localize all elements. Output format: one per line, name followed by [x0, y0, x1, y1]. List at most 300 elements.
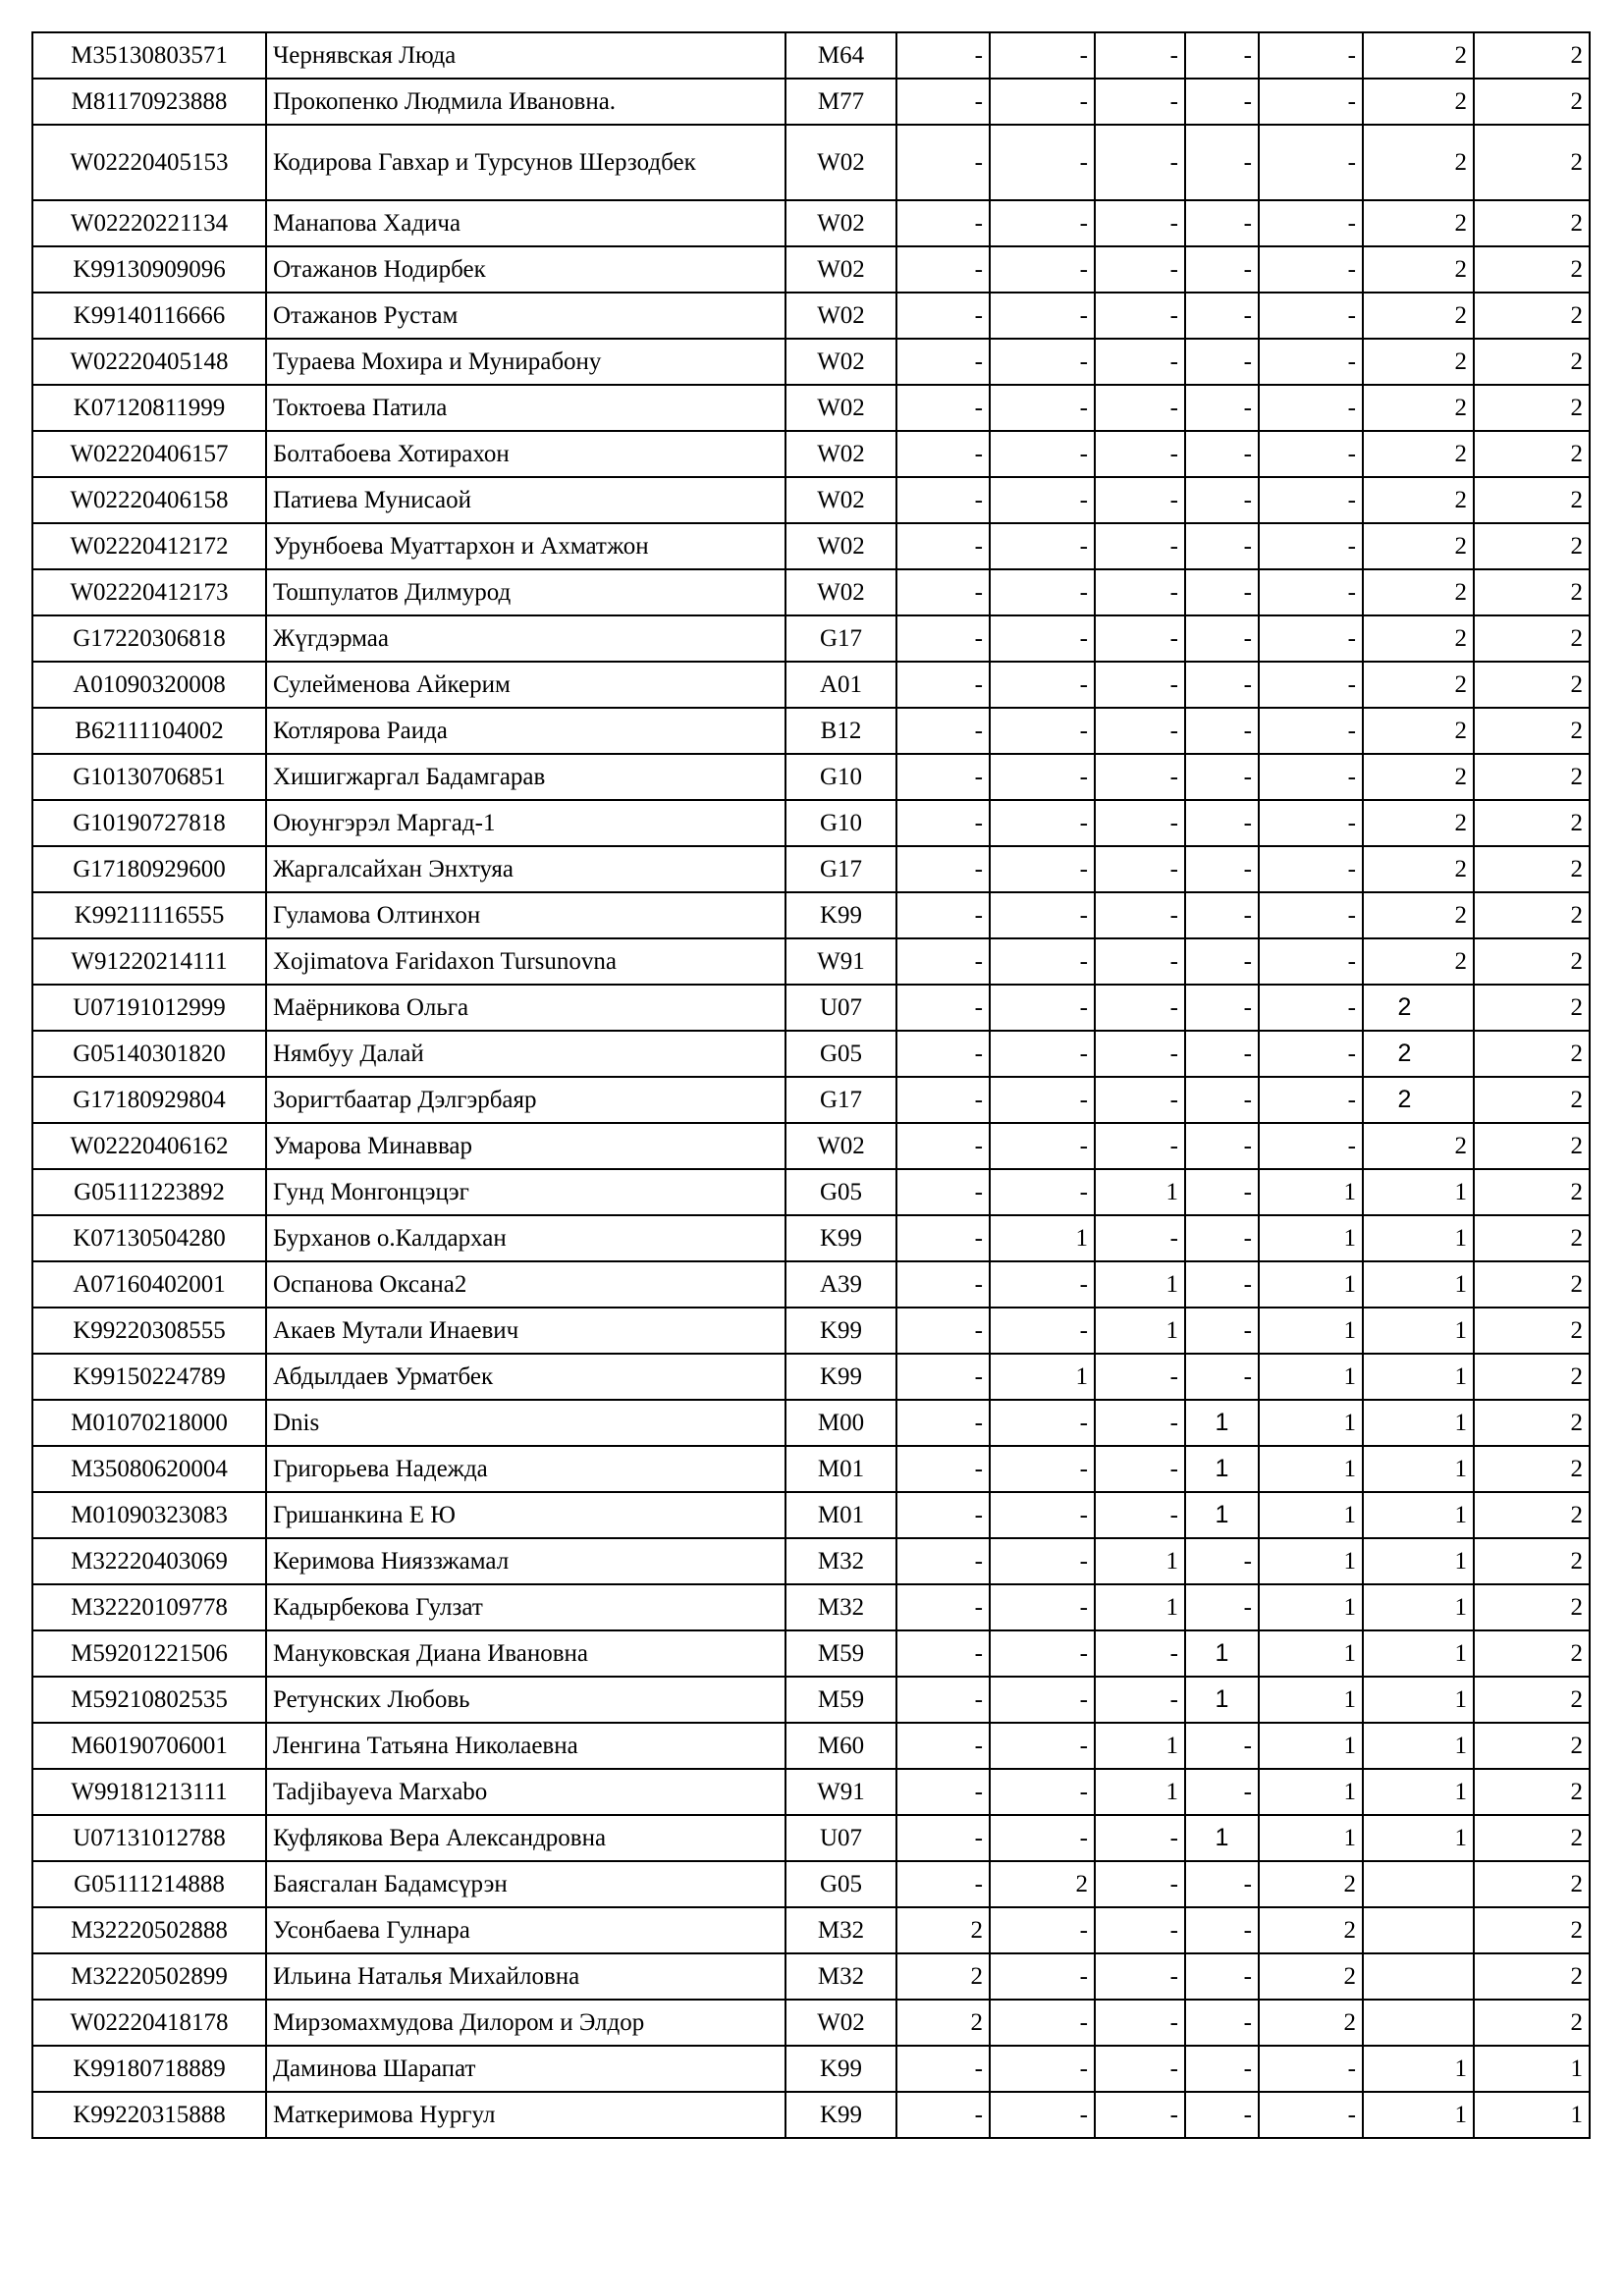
- value-cell-5: 1: [1259, 1308, 1363, 1354]
- value-cell-7: 2: [1474, 1907, 1590, 1953]
- value-cell-4: -: [1185, 1953, 1259, 2000]
- name-cell: Ильина Наталья Михайловна: [266, 1953, 785, 2000]
- value-cell-5: 1: [1259, 1630, 1363, 1677]
- value-cell-5: 1: [1259, 1677, 1363, 1723]
- value-cell-6: 2: [1363, 477, 1474, 523]
- value-cell-4: -: [1185, 1215, 1259, 1261]
- name-cell: Отажанов Рустам: [266, 293, 785, 339]
- name-cell: Гунд Монгонцэцэг: [266, 1169, 785, 1215]
- value-cell-3: -: [1095, 938, 1185, 985]
- value-cell-1: -: [896, 125, 990, 200]
- code-cell: G17: [785, 1077, 896, 1123]
- value-cell-5: 1: [1259, 1769, 1363, 1815]
- value-cell-1: -: [896, 32, 990, 79]
- value-cell-3: -: [1095, 985, 1185, 1031]
- code-cell: K99: [785, 2046, 896, 2092]
- value-cell-3: -: [1095, 662, 1185, 708]
- value-cell-5: -: [1259, 2046, 1363, 2092]
- value-cell-6: [1363, 1077, 1474, 1123]
- id-cell: M59210802535: [32, 1677, 266, 1723]
- id-cell: W99181213111: [32, 1769, 266, 1815]
- table-row: [32, 1169, 1590, 1215]
- value-cell-7: 2: [1474, 385, 1590, 431]
- value-cell-4: -: [1185, 477, 1259, 523]
- value-cell-6: 2: [1363, 846, 1474, 892]
- id-cell: G17220306818: [32, 615, 266, 662]
- value-cell-1: -: [896, 477, 990, 523]
- value-cell-5: 1: [1259, 1584, 1363, 1630]
- name-cell: Dnis: [266, 1400, 785, 1446]
- value-cell-7: 2: [1474, 1538, 1590, 1584]
- name-cell: Хишигжаргал Бадамгарав: [266, 754, 785, 800]
- value-cell-6: [1363, 1907, 1474, 1953]
- id-cell: K99180718889: [32, 2046, 266, 2092]
- value-cell-4-text: 1: [1215, 1639, 1229, 1667]
- value-cell-4: -: [1185, 985, 1259, 1031]
- value-cell-3: 1: [1095, 1584, 1185, 1630]
- value-cell-3: -: [1095, 2046, 1185, 2092]
- value-cell-6: 1: [1363, 1630, 1474, 1677]
- name-cell: Жүгдэрмаа: [266, 615, 785, 662]
- value-cell-1: -: [896, 846, 990, 892]
- value-cell-7: 2: [1474, 431, 1590, 477]
- value-cell-2: -: [990, 1630, 1095, 1677]
- value-cell-5: -: [1259, 1031, 1363, 1077]
- value-cell-4: -: [1185, 2092, 1259, 2138]
- value-cell-7: 2: [1474, 846, 1590, 892]
- value-cell-2: -: [990, 477, 1095, 523]
- value-cell-6-text: 2: [1397, 1040, 1412, 1067]
- value-cell-6: 2: [1363, 32, 1474, 79]
- id-cell: A01090320008: [32, 662, 266, 708]
- value-cell-5: 2: [1259, 2000, 1363, 2046]
- name-cell: Куфлякова Вера Александровна: [266, 1815, 785, 1861]
- value-cell-4: -: [1185, 615, 1259, 662]
- value-cell-7: 2: [1474, 1308, 1590, 1354]
- value-cell-7: 2: [1474, 1677, 1590, 1723]
- value-cell-2: -: [990, 32, 1095, 79]
- name-cell: Умарова Минаввар: [266, 1123, 785, 1169]
- value-cell-7: 2: [1474, 523, 1590, 569]
- value-cell-3: -: [1095, 339, 1185, 385]
- value-cell-3: -: [1095, 800, 1185, 846]
- value-cell-7: 2: [1474, 79, 1590, 125]
- value-cell-6: 2: [1363, 754, 1474, 800]
- table-row: [32, 79, 1590, 125]
- table-row: [32, 523, 1590, 569]
- code-cell: B12: [785, 708, 896, 754]
- id-cell: W02220406158: [32, 477, 266, 523]
- value-cell-2: -: [990, 1261, 1095, 1308]
- id-cell: K99130909096: [32, 246, 266, 293]
- value-cell-6: 1: [1363, 1169, 1474, 1215]
- value-cell-5: -: [1259, 662, 1363, 708]
- value-cell-4: -: [1185, 1538, 1259, 1584]
- id-cell: M32220502888: [32, 1907, 266, 1953]
- name-cell: Прокопенко Людмила Ивановна.: [266, 79, 785, 125]
- id-cell: M32220403069: [32, 1538, 266, 1584]
- value-cell-6: 2: [1363, 1123, 1474, 1169]
- value-cell-1: -: [896, 79, 990, 125]
- value-cell-4: -: [1185, 2046, 1259, 2092]
- value-cell-3: -: [1095, 615, 1185, 662]
- value-cell-1: -: [896, 1400, 990, 1446]
- value-cell-2: -: [990, 708, 1095, 754]
- data-table: [31, 31, 1591, 2139]
- value-cell-7: 2: [1474, 200, 1590, 246]
- code-cell: M00: [785, 1400, 896, 1446]
- value-cell-4: -: [1185, 569, 1259, 615]
- value-cell-7: 2: [1474, 125, 1590, 200]
- value-cell-5: -: [1259, 892, 1363, 938]
- table-row: [32, 985, 1590, 1031]
- value-cell-4: -: [1185, 523, 1259, 569]
- value-cell-6: 2: [1363, 615, 1474, 662]
- value-cell-2: -: [990, 615, 1095, 662]
- value-cell-6: 2: [1363, 339, 1474, 385]
- value-cell-1: -: [896, 1861, 990, 1907]
- name-cell: Маёрникова Ольга: [266, 985, 785, 1031]
- name-cell: Ретунских Любовь: [266, 1677, 785, 1723]
- id-cell: K99220315888: [32, 2092, 266, 2138]
- value-cell-3: -: [1095, 477, 1185, 523]
- value-cell-3: -: [1095, 754, 1185, 800]
- table-row: [32, 1077, 1590, 1123]
- value-cell-4: -: [1185, 293, 1259, 339]
- value-cell-3: -: [1095, 293, 1185, 339]
- value-cell-5: -: [1259, 938, 1363, 985]
- value-cell-2: 2: [990, 1861, 1095, 1907]
- id-cell: W02220221134: [32, 200, 266, 246]
- value-cell-7: 2: [1474, 293, 1590, 339]
- code-cell: U07: [785, 985, 896, 1031]
- name-cell: Токтоева Патила: [266, 385, 785, 431]
- table-row: [32, 1215, 1590, 1261]
- code-cell: M01: [785, 1446, 896, 1492]
- code-cell: M32: [785, 1538, 896, 1584]
- value-cell-2: -: [990, 1169, 1095, 1215]
- name-cell: Зоригтбаатар Дэлгэрбаяр: [266, 1077, 785, 1123]
- name-cell: Маткеримова Нургул: [266, 2092, 785, 2138]
- table-row: [32, 800, 1590, 846]
- id-cell: W02220406162: [32, 1123, 266, 1169]
- value-cell-2: -: [990, 1769, 1095, 1815]
- id-cell: K99211116555: [32, 892, 266, 938]
- value-cell-6: 2: [1363, 569, 1474, 615]
- value-cell-5: -: [1259, 708, 1363, 754]
- id-cell: K07130504280: [32, 1215, 266, 1261]
- value-cell-3: -: [1095, 1492, 1185, 1538]
- value-cell-2: -: [990, 1907, 1095, 1953]
- value-cell-4: [1185, 1492, 1259, 1538]
- value-cell-7: 2: [1474, 938, 1590, 985]
- value-cell-1: -: [896, 662, 990, 708]
- value-cell-3: -: [1095, 2000, 1185, 2046]
- code-cell: G10: [785, 800, 896, 846]
- value-cell-4-text: 1: [1215, 1455, 1229, 1482]
- value-cell-1: -: [896, 708, 990, 754]
- name-cell: Баясгалан Бадамсүрэн: [266, 1861, 785, 1907]
- value-cell-4: [1185, 1815, 1259, 1861]
- value-cell-1: -: [896, 1169, 990, 1215]
- table-row: [32, 246, 1590, 293]
- value-cell-4: -: [1185, 1769, 1259, 1815]
- value-cell-2: -: [990, 892, 1095, 938]
- code-cell: G05: [785, 1031, 896, 1077]
- value-cell-6: 2: [1363, 385, 1474, 431]
- value-cell-5: -: [1259, 1077, 1363, 1123]
- value-cell-5: -: [1259, 846, 1363, 892]
- value-cell-2: -: [990, 1308, 1095, 1354]
- value-cell-1: -: [896, 1723, 990, 1769]
- code-cell: U07: [785, 1815, 896, 1861]
- table-row: [32, 431, 1590, 477]
- value-cell-6: 2: [1363, 800, 1474, 846]
- value-cell-6: 1: [1363, 1261, 1474, 1308]
- value-cell-7: 2: [1474, 662, 1590, 708]
- table-row: [32, 1446, 1590, 1492]
- id-cell: W02220418178: [32, 2000, 266, 2046]
- table-row: [32, 1538, 1590, 1584]
- name-cell: Тошпулатов Дилмурод: [266, 569, 785, 615]
- name-cell: Отажанов Нодирбек: [266, 246, 785, 293]
- value-cell-3: -: [1095, 1446, 1185, 1492]
- value-cell-1: -: [896, 1308, 990, 1354]
- value-cell-5: -: [1259, 339, 1363, 385]
- value-cell-5: -: [1259, 615, 1363, 662]
- value-cell-4: -: [1185, 1261, 1259, 1308]
- value-cell-5: -: [1259, 477, 1363, 523]
- value-cell-5: 1: [1259, 1815, 1363, 1861]
- table-row: [32, 662, 1590, 708]
- value-cell-4: -: [1185, 246, 1259, 293]
- id-cell: W02220412172: [32, 523, 266, 569]
- value-cell-1: -: [896, 1584, 990, 1630]
- value-cell-1: -: [896, 1031, 990, 1077]
- value-cell-2: -: [990, 662, 1095, 708]
- value-cell-2: -: [990, 1077, 1095, 1123]
- id-cell: M01090323083: [32, 1492, 266, 1538]
- name-cell: Тураева Мохира и Мунирабону: [266, 339, 785, 385]
- name-cell: Болтабоева Хотирахон: [266, 431, 785, 477]
- table-row: [32, 1584, 1590, 1630]
- value-cell-3: -: [1095, 1677, 1185, 1723]
- value-cell-5: -: [1259, 246, 1363, 293]
- value-cell-4: -: [1185, 938, 1259, 985]
- value-cell-3: 1: [1095, 1169, 1185, 1215]
- name-cell: Xojimatova Faridaxon Tursunovna: [266, 938, 785, 985]
- table-row: [32, 892, 1590, 938]
- name-cell: Патиева Мунисаой: [266, 477, 785, 523]
- value-cell-7: 2: [1474, 1492, 1590, 1538]
- name-cell: Керимова Нияззжамал: [266, 1538, 785, 1584]
- table-row: [32, 846, 1590, 892]
- id-cell: M81170923888: [32, 79, 266, 125]
- value-cell-7: 2: [1474, 1123, 1590, 1169]
- value-cell-3: -: [1095, 200, 1185, 246]
- value-cell-4: -: [1185, 1123, 1259, 1169]
- value-cell-2: -: [990, 1677, 1095, 1723]
- table-row: [32, 2046, 1590, 2092]
- value-cell-3: -: [1095, 2092, 1185, 2138]
- table-row: [32, 477, 1590, 523]
- value-cell-4: -: [1185, 1308, 1259, 1354]
- value-cell-7: 2: [1474, 1446, 1590, 1492]
- value-cell-5: 2: [1259, 1907, 1363, 1953]
- table-row: [32, 339, 1590, 385]
- value-cell-1: -: [896, 1446, 990, 1492]
- table-row: [32, 1308, 1590, 1354]
- value-cell-5: 1: [1259, 1169, 1363, 1215]
- code-cell: G05: [785, 1169, 896, 1215]
- value-cell-6: 1: [1363, 2092, 1474, 2138]
- value-cell-2: 1: [990, 1354, 1095, 1400]
- value-cell-7: 2: [1474, 1261, 1590, 1308]
- code-cell: W02: [785, 523, 896, 569]
- table-row: [32, 1630, 1590, 1677]
- table-row: [32, 1907, 1590, 1953]
- value-cell-5: -: [1259, 32, 1363, 79]
- code-cell: M01: [785, 1492, 896, 1538]
- value-cell-1: -: [896, 246, 990, 293]
- name-cell: Усонбаева Гулнара: [266, 1907, 785, 1953]
- table-row: [32, 2000, 1590, 2046]
- table-row: [32, 1492, 1590, 1538]
- table-row: [32, 1769, 1590, 1815]
- value-cell-3: -: [1095, 1630, 1185, 1677]
- id-cell: G05140301820: [32, 1031, 266, 1077]
- value-cell-6: 1: [1363, 1446, 1474, 1492]
- value-cell-3: 1: [1095, 1261, 1185, 1308]
- value-cell-3: 1: [1095, 1769, 1185, 1815]
- name-cell: Даминова Шарапат: [266, 2046, 785, 2092]
- value-cell-2: -: [990, 1446, 1095, 1492]
- value-cell-5: -: [1259, 200, 1363, 246]
- value-cell-6: [1363, 985, 1474, 1031]
- value-cell-5: -: [1259, 569, 1363, 615]
- value-cell-1: -: [896, 754, 990, 800]
- name-cell: Гришанкина Е Ю: [266, 1492, 785, 1538]
- value-cell-3: -: [1095, 846, 1185, 892]
- id-cell: M59201221506: [32, 1630, 266, 1677]
- code-cell: M60: [785, 1723, 896, 1769]
- value-cell-4: -: [1185, 1723, 1259, 1769]
- value-cell-4: -: [1185, 1907, 1259, 1953]
- value-cell-6: 1: [1363, 1215, 1474, 1261]
- value-cell-3: -: [1095, 523, 1185, 569]
- value-cell-1: -: [896, 1215, 990, 1261]
- value-cell-7: 2: [1474, 1723, 1590, 1769]
- value-cell-5: -: [1259, 79, 1363, 125]
- name-cell: Чернявская Люда: [266, 32, 785, 79]
- value-cell-6: [1363, 1861, 1474, 1907]
- id-cell: M35080620004: [32, 1446, 266, 1492]
- value-cell-3: 1: [1095, 1538, 1185, 1584]
- id-cell: W91220214111: [32, 938, 266, 985]
- value-cell-7: 2: [1474, 1584, 1590, 1630]
- code-cell: K99: [785, 1354, 896, 1400]
- value-cell-3: -: [1095, 569, 1185, 615]
- value-cell-5: 1: [1259, 1723, 1363, 1769]
- id-cell: U07131012788: [32, 1815, 266, 1861]
- value-cell-7: 2: [1474, 1953, 1590, 2000]
- value-cell-3: -: [1095, 125, 1185, 200]
- code-cell: K99: [785, 1308, 896, 1354]
- id-cell: G17180929600: [32, 846, 266, 892]
- value-cell-7: 2: [1474, 32, 1590, 79]
- value-cell-1: -: [896, 385, 990, 431]
- value-cell-1: -: [896, 1815, 990, 1861]
- id-cell: K99220308555: [32, 1308, 266, 1354]
- value-cell-7: 2: [1474, 477, 1590, 523]
- name-cell: Tadjibayeva Marxabo: [266, 1769, 785, 1815]
- value-cell-3: 1: [1095, 1723, 1185, 1769]
- code-cell: G05: [785, 1861, 896, 1907]
- value-cell-4: -: [1185, 339, 1259, 385]
- table-row: [32, 293, 1590, 339]
- name-cell: Кодирова Гавхар и Турсунов Шерзодбек: [266, 125, 785, 200]
- value-cell-6: 2: [1363, 79, 1474, 125]
- value-cell-5: -: [1259, 985, 1363, 1031]
- id-cell: G05111214888: [32, 1861, 266, 1907]
- name-cell: Котлярова Раида: [266, 708, 785, 754]
- value-cell-1: -: [896, 2046, 990, 2092]
- value-cell-5: 1: [1259, 1354, 1363, 1400]
- value-cell-7: 2: [1474, 1861, 1590, 1907]
- value-cell-5: -: [1259, 385, 1363, 431]
- value-cell-6: 2: [1363, 523, 1474, 569]
- value-cell-6: 1: [1363, 2046, 1474, 2092]
- value-cell-3: -: [1095, 1031, 1185, 1077]
- code-cell: G17: [785, 615, 896, 662]
- value-cell-1: -: [896, 892, 990, 938]
- id-cell: G10130706851: [32, 754, 266, 800]
- table-row: [32, 1677, 1590, 1723]
- value-cell-1: -: [896, 1538, 990, 1584]
- table-row: [32, 1261, 1590, 1308]
- value-cell-5: -: [1259, 1123, 1363, 1169]
- value-cell-2: -: [990, 2000, 1095, 2046]
- value-cell-1: -: [896, 431, 990, 477]
- name-cell: Урунбоева Муаттархон и Ахматжон: [266, 523, 785, 569]
- name-cell: Мирзомахмудова Дилором и Элдор: [266, 2000, 785, 2046]
- value-cell-5: -: [1259, 293, 1363, 339]
- value-cell-1: -: [896, 293, 990, 339]
- value-cell-1: -: [896, 2092, 990, 2138]
- value-cell-4: -: [1185, 32, 1259, 79]
- value-cell-4: -: [1185, 1584, 1259, 1630]
- id-cell: G10190727818: [32, 800, 266, 846]
- value-cell-6: [1363, 2000, 1474, 2046]
- value-cell-4: -: [1185, 385, 1259, 431]
- value-cell-4: -: [1185, 2000, 1259, 2046]
- value-cell-2: -: [990, 2092, 1095, 2138]
- value-cell-5: 1: [1259, 1400, 1363, 1446]
- id-cell: K07120811999: [32, 385, 266, 431]
- value-cell-2: -: [990, 938, 1095, 985]
- value-cell-4: -: [1185, 125, 1259, 200]
- value-cell-2: -: [990, 523, 1095, 569]
- value-cell-1: 2: [896, 2000, 990, 2046]
- code-cell: K99: [785, 1215, 896, 1261]
- table-row: [32, 708, 1590, 754]
- code-cell: M32: [785, 1953, 896, 2000]
- value-cell-2: -: [990, 1123, 1095, 1169]
- value-cell-5: -: [1259, 125, 1363, 200]
- code-cell: W02: [785, 339, 896, 385]
- value-cell-6: 2: [1363, 200, 1474, 246]
- code-cell: W02: [785, 385, 896, 431]
